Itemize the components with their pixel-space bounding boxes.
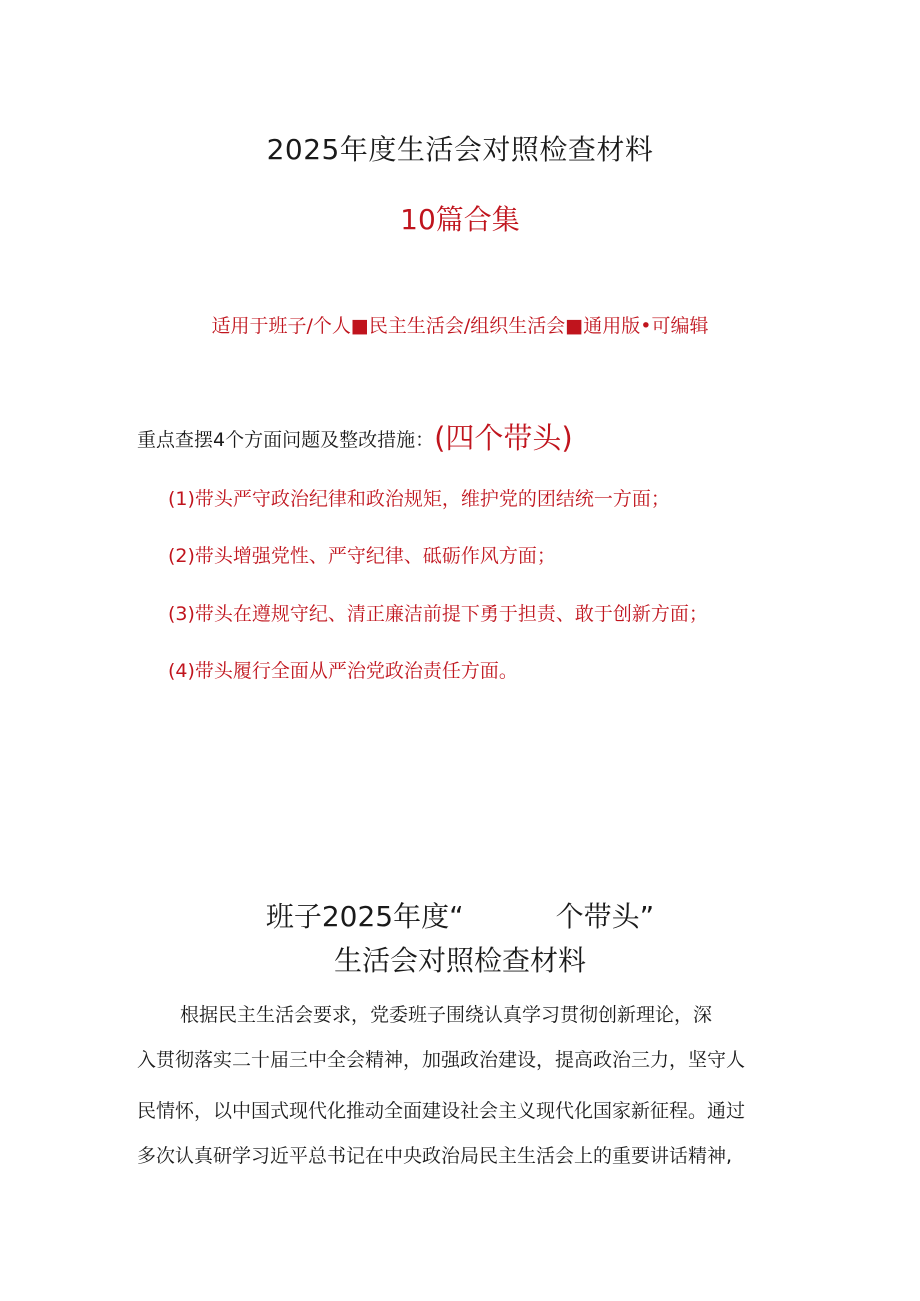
document-subtitle: 10篇合集 — [400, 203, 520, 236]
paragraph-line: 入贯彻落实二十届三中全会精神，加强政治建设，提高政治三力，坚守人 — [137, 1049, 746, 1071]
focus-item: (3)带头在遵规守纪、清正廉洁前提下勇于担责、敢于创新方面； — [168, 603, 708, 625]
section-title-part2: 个带头” — [555, 900, 655, 933]
applicability-note: 适用于班子/个人■民主生活会/组织生活会■通用版•可编辑 — [211, 315, 709, 337]
focus-item: (4)带头履行全面从严治党政治责任方面。 — [168, 660, 518, 682]
focus-item: (1)带头严守政治纪律和政治规矩，维护党的团结统一方面； — [168, 488, 670, 510]
focus-heading — [137, 414, 573, 455]
paragraph-line: 民情怀，以中国式现代化推动全面建设社会主义现代化国家新征程。通过 — [137, 1100, 746, 1122]
paragraph-line: 根据民主生活会要求，党委班子围绕认真学习贯彻创新理论，深 — [180, 1004, 713, 1026]
paragraph-line: 多次认真研学习近平总书记在中央政治局民主生活会上的重要讲话精神, — [137, 1145, 733, 1167]
document-title: 2025年度生活会对照检查材料 — [266, 133, 654, 166]
section-title-part1: 班子2025年度“ — [265, 900, 464, 933]
section-title — [0, 895, 920, 935]
focus-item: (2)带头增强党性、严守纪律、砥砺作风方面； — [168, 545, 556, 567]
focus-highlight: (四个带头) — [434, 421, 573, 455]
section-title-line2: 生活会对照检查材料 — [333, 944, 586, 977]
focus-lead: 重点查摆4个方面问题及整改措施： — [137, 429, 435, 451]
